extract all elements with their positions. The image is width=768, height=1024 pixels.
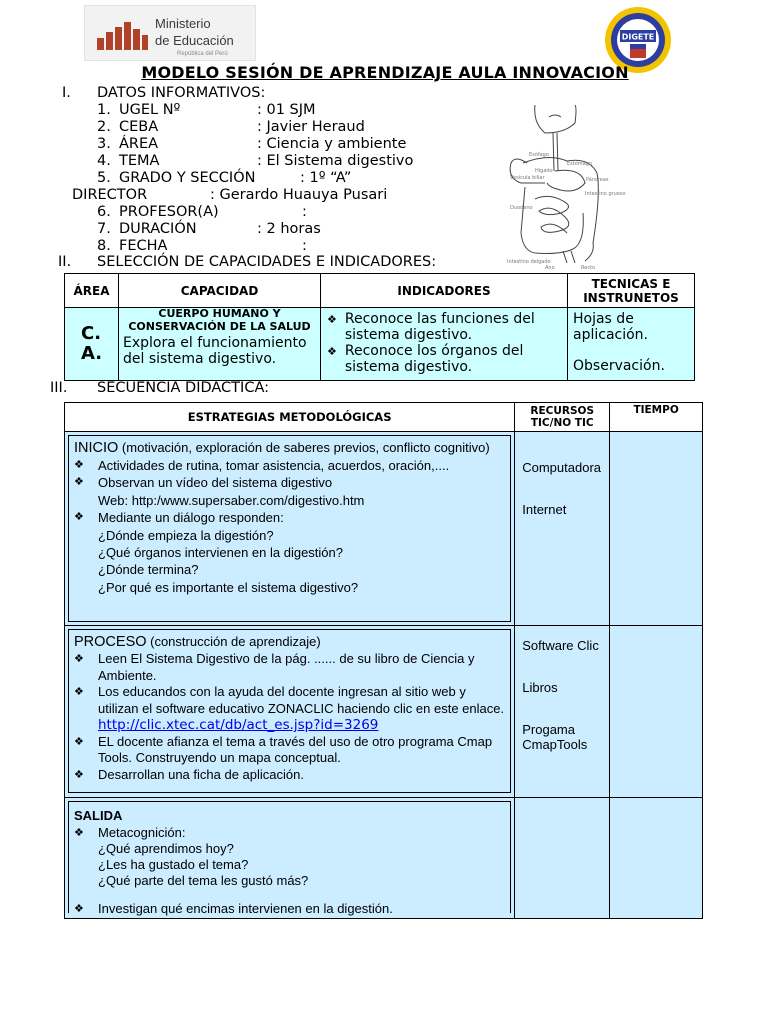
sequence-header-row bbox=[65, 403, 703, 432]
digestive-system-diagram bbox=[505, 103, 626, 271]
header-tiempo: TIEMPO bbox=[610, 403, 703, 432]
logo-line-2: de Educación bbox=[155, 33, 234, 48]
list-item: ❖ Actividades de rutina, tomar asistencia, acuerdos, oración,.... bbox=[74, 458, 450, 473]
salida-row bbox=[65, 798, 703, 919]
section-3-heading bbox=[50, 380, 450, 398]
list-item: ❖ EL docente afianza el tema a través del uso de otro programa Cmap Tools. Construyendo un mapa conceptual. bbox=[74, 733, 493, 765]
section-1-title: DATOS INFORMATIVOS: bbox=[97, 85, 266, 101]
section-3-number: III. bbox=[50, 380, 68, 396]
info-row: 1. UGEL Nº : 01 SJM bbox=[97, 102, 316, 118]
inicio-subtitle: (motivación, exploración de saberes previos, conflicto cognitivo) bbox=[118, 440, 490, 455]
section-1-number: I. bbox=[62, 85, 71, 101]
header-tecnicas: TECNICAS E INSTRUNETOS bbox=[568, 274, 695, 308]
header-capacidad: CAPACIDAD bbox=[119, 274, 321, 308]
question: ¿Qué parte del tema les gustó más? bbox=[98, 873, 309, 888]
question: ¿Les ha gustado el tema? bbox=[98, 857, 249, 872]
label-intestino-grueso: Intestino grueso bbox=[585, 191, 626, 197]
info-row: 6. PROFESOR(A) : bbox=[97, 204, 307, 220]
question: ¿Qué aprendimos hoy? bbox=[98, 841, 234, 856]
recurso-item: Progama CmapTools bbox=[522, 722, 588, 752]
salida-tiempo-cell bbox=[610, 798, 703, 919]
question: ¿Qué órganos intervienen en la digestión? bbox=[98, 545, 343, 561]
recurso-item: Internet bbox=[522, 502, 567, 517]
header-area: ÁREA bbox=[65, 274, 119, 308]
question: ¿Por qué es importante el sistema digestivo? bbox=[98, 579, 359, 595]
proceso-row bbox=[65, 626, 703, 798]
web-reference: Web: http:/www.supersaber.com/digestivo.htm bbox=[98, 492, 365, 508]
capacities-table bbox=[64, 273, 695, 381]
indicador-item: ❖ Reconoce las funciones del sistema digestivo. bbox=[327, 311, 535, 343]
inicio-heading bbox=[74, 439, 505, 457]
label-higado: Hígado bbox=[535, 168, 553, 174]
inicio-recursos-cell bbox=[515, 432, 610, 626]
proceso-recursos-cell bbox=[515, 626, 610, 798]
salida-recursos-cell bbox=[515, 798, 610, 919]
seal-text: DIGETE bbox=[621, 32, 655, 42]
label-estomago: Estómago bbox=[567, 161, 592, 167]
indicadores-cell bbox=[321, 308, 568, 381]
proceso-tiempo-cell bbox=[610, 626, 703, 798]
section-1-heading bbox=[62, 85, 362, 103]
indicador-item: ❖ Reconoce los órganos del sistema digestivo. bbox=[327, 343, 524, 375]
label-duodeno: Duodeno bbox=[510, 205, 533, 211]
info-row: 7. DURACIÓN : 2 horas bbox=[97, 221, 321, 237]
inicio-title: INICIO bbox=[74, 440, 119, 456]
header-recursos: RECURSOS TIC/NO TIC bbox=[515, 403, 610, 432]
logo-line-3: República del Perú bbox=[177, 51, 228, 57]
proceso-title: PROCESO bbox=[74, 634, 147, 650]
list-item: ❖ Leen El Sistema Digestivo de la pág. ...... de su libro de Ciencia y Ambiente. bbox=[74, 651, 475, 683]
question: ¿Dónde empieza la digestión? bbox=[98, 527, 274, 543]
page-title: MODELO SESIÓN DE APRENDIZAJE AULA INNOVACION bbox=[141, 63, 629, 82]
logo-line-1: Ministerio bbox=[155, 16, 211, 31]
capacidad-cell bbox=[119, 308, 321, 381]
label-esofago: Esófago bbox=[529, 152, 549, 158]
ministerio-logo bbox=[84, 5, 256, 61]
info-row: DIRECTOR : Gerardo Huauya Pusari bbox=[72, 187, 388, 203]
list-item: ❖ Observan un vídeo del sistema digestivo bbox=[74, 475, 333, 491]
recurso-item: Computadora bbox=[522, 460, 602, 475]
info-row: 2. CEBA : Javier Heraud bbox=[97, 119, 365, 135]
list-item: ❖ Los educandos con la ayuda del docente ingresan al sitio web y utilizan el software educativo ZONACLIC haciendo clic en este enlace. bbox=[74, 684, 505, 716]
inicio-cell bbox=[65, 432, 515, 626]
label-vesicula: Vesícula biliar bbox=[510, 175, 545, 181]
section-3-title: SECUENCIA DIDACTICA: bbox=[97, 380, 269, 396]
list-item: ❖ Mediante un diálogo responden: bbox=[74, 510, 284, 526]
salida-cell bbox=[65, 798, 515, 919]
proceso-cell bbox=[65, 626, 515, 798]
list-item: ❖ Investigan qué encimas intervienen en la digestión. bbox=[74, 901, 393, 916]
inicio-row bbox=[65, 432, 703, 626]
sequence-table bbox=[64, 402, 703, 919]
section-2-title: SELECCIÓN DE CAPACIDADES E INDICADORES: bbox=[97, 254, 437, 270]
area-cell: C. A. bbox=[65, 308, 119, 381]
tecnica-item: Hojas de aplicación. bbox=[573, 311, 648, 343]
header-estrategias: ESTRATEGIAS METODOLÓGICAS bbox=[65, 403, 515, 432]
info-row: 4. TEMA : El Sistema digestivo bbox=[97, 153, 414, 169]
proceso-heading bbox=[74, 633, 505, 651]
label-recto: Recto bbox=[581, 265, 596, 271]
capacities-header-row bbox=[65, 274, 695, 308]
proceso-subtitle: (construcción de aprendizaje) bbox=[146, 634, 321, 649]
section-2-heading bbox=[58, 254, 558, 272]
info-row: 5. GRADO Y SECCIÓN : 1º “A” bbox=[97, 170, 352, 186]
label-pancreas: Páncreas bbox=[586, 177, 609, 183]
tecnica-item: Observación. bbox=[573, 358, 665, 374]
label-ano: Ano bbox=[545, 265, 555, 271]
salida-title: SALIDA bbox=[74, 808, 123, 823]
label-intestino-delgado: Intestino delgado bbox=[507, 259, 551, 265]
zonaclic-link[interactable]: http://clic.xtec.cat/db/act_es.jsp?id=3269 bbox=[98, 717, 379, 733]
recurso-item: Software Clic bbox=[522, 638, 599, 653]
capacidad-title: CUERPO HUMANO Y CONSERVACIÓN DE LA SALUD bbox=[128, 307, 311, 333]
capacidad-text: Explora el funcionamiento del sistema digestivo. bbox=[123, 335, 307, 367]
question: ¿Dónde termina? bbox=[98, 562, 199, 578]
logo-bars-icon bbox=[97, 20, 149, 50]
tecnicas-cell bbox=[568, 308, 695, 381]
header-indicadores: INDICADORES bbox=[321, 274, 568, 308]
info-row: 8. FECHA : bbox=[97, 238, 307, 254]
capacities-row bbox=[65, 308, 695, 381]
info-row: 3. ÁREA : Ciencia y ambiente bbox=[97, 136, 407, 152]
list-item: ❖ Metacognición: bbox=[74, 825, 186, 840]
list-item: ❖ Desarrollan una ficha de aplicación. bbox=[74, 766, 304, 782]
recurso-item: Libros bbox=[522, 680, 558, 695]
inicio-tiempo-cell bbox=[610, 432, 703, 626]
section-2-number: II. bbox=[58, 254, 72, 270]
